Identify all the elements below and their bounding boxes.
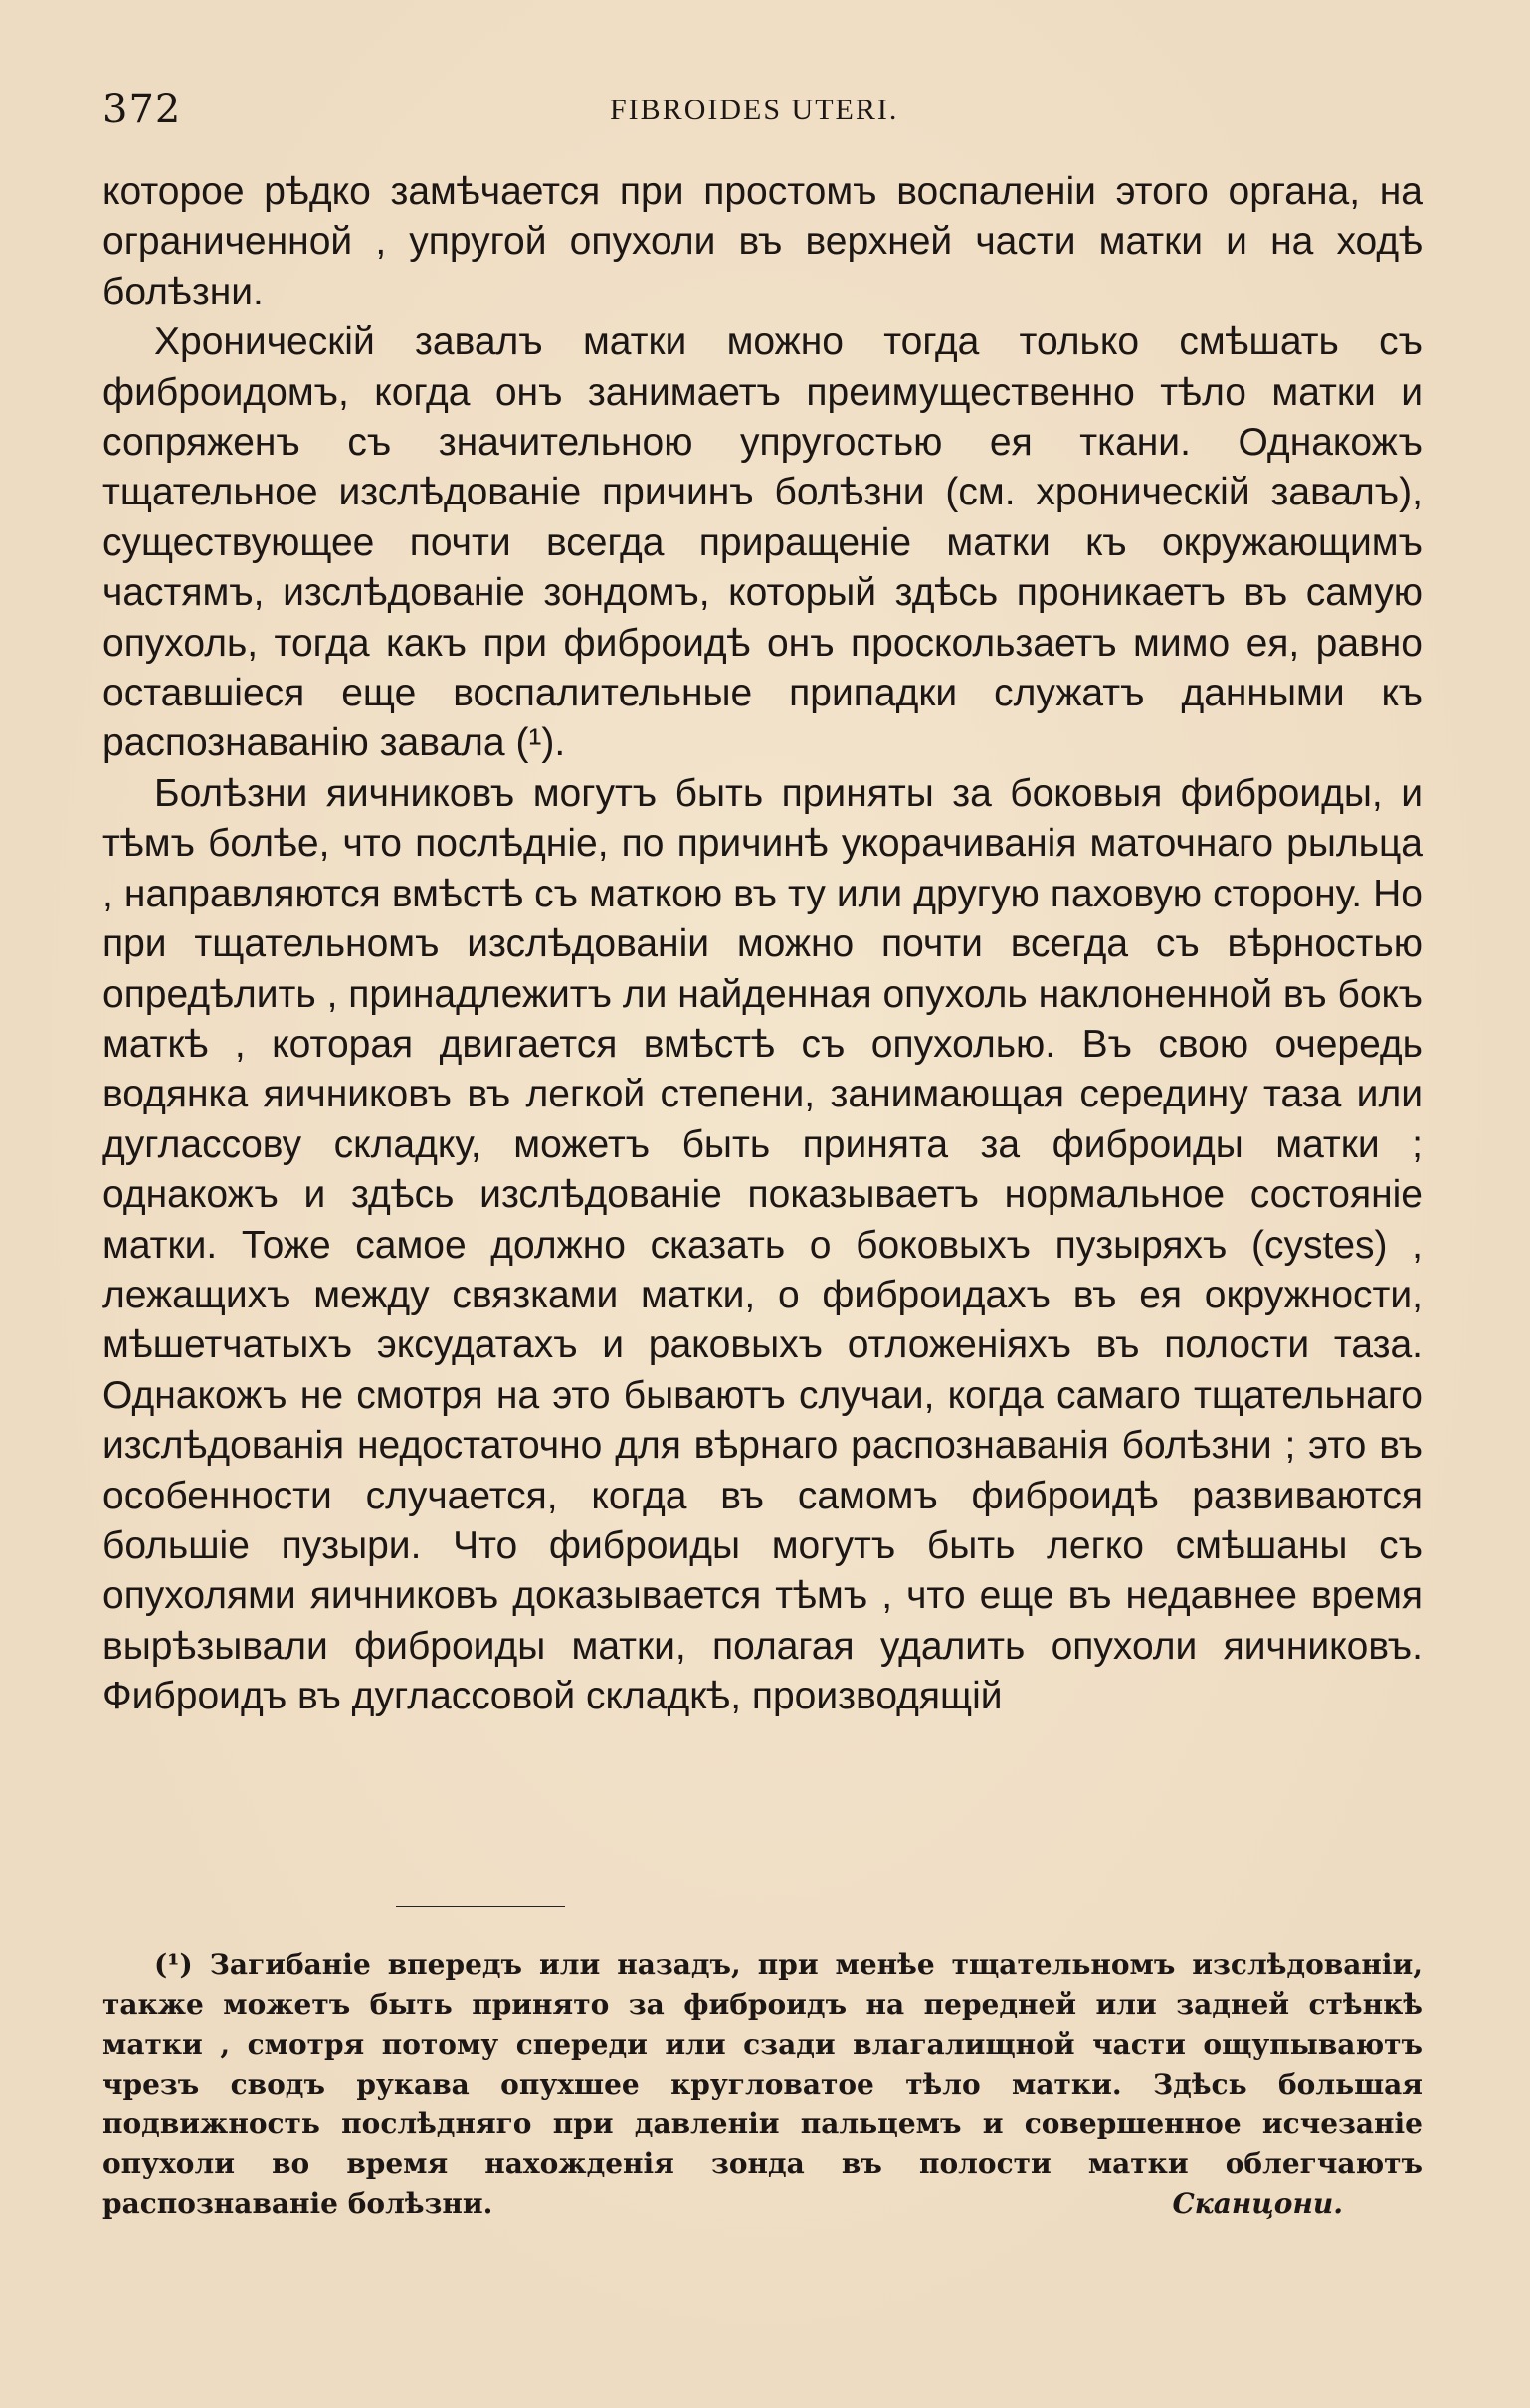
footnote-divider (396, 1906, 565, 1907)
running-title: FIBROIDES UTERI. (610, 94, 899, 126)
paragraph-chronic-swelling: Хроническій завалъ матки можно тогда только смѣшать съ фиброидомъ, когда онъ занимаетъ преимущественно тѣло матки и сопряженъ съ значительною упругостью ея ткани. Однакожъ тщательное изслѣдованіе причинъ болѣзни (см. хроническій завалъ), существующее почти всегда приращеніе матки къ окружающимъ частямъ, изслѣдованіе зондомъ, который здѣсь проникаетъ въ самую опухоль, тогда какъ при фиброидѣ онъ проскользаетъ мимо ея, равно оставшіеся еще воспалительные припадки служатъ данными къ распознаванію завала (¹). (102, 320, 1423, 765)
footnote (102, 1945, 1423, 2224)
paragraph-continuation: которое рѣдко замѣчается при простомъ воспаленіи этого органа, на ограниченной , упругой опухоли въ верхней части матки и на ходѣ болѣзни. (102, 170, 1423, 313)
page-header (102, 80, 1426, 139)
page-number: 372 (102, 87, 182, 132)
footnote-text: (¹) Загибаніе впередъ или назадъ, при менѣе тщательномъ изслѣдованіи, также можетъ быть принято за фиброидъ на передней или задней стѣнкѣ матки , смотря потому спереди или сзади влагалищной части ощупываютъ чрезъ сводъ рукава опухшее кругловатое тѣло матки. Здѣсь большая подвижность послѣдняго при давленіи пальцемъ и совершенное исчезаніе опухоли во время нахожденія зонда въ полости матки облегчаютъ распознаваніе болѣзни. (102, 1948, 1423, 2220)
footnote-signature: Сканцони. (1172, 2187, 1343, 2220)
body-text (102, 167, 1423, 1722)
paragraph-ovary-diseases: Болѣзни яичниковъ могутъ быть приняты за боковыя фиброиды, и тѣмъ болѣе, что послѣдніе, по причинѣ укорачиванія маточнаго рыльца , направляются вмѣстѣ съ маткою въ ту или другую паховую сторону. Но при тщательномъ изслѣдованіи можно почти всегда съ вѣрностью опредѣлить , принадлежитъ ли найденная опухоль наклоненной въ бокъ маткѣ , которая двигается вмѣстѣ съ опухолью. Въ свою очередь водянка яичниковъ въ легкой степени, занимающая середину таза или дугласcову складку, можетъ быть принята за фиброиды матки ; однакожъ и здѣсь изслѣдованіе показываетъ нормальное состояніе матки. Тоже самое должно сказать о боковыхъ пузыряхъ (cystes) , лежащихъ между связками матки, о фиброидахъ въ ея окружности, мѣшетчатыхъ эксудатахъ и раковыхъ отложеніяхъ въ полости таза. Однакожъ не смотря на это бываютъ случаи, когда самаго тщательнаго изслѣдованія недостаточно для вѣрнаго распознаванія болѣзни ; это въ особенности случается, когда въ самомъ фиброидѣ развиваются большіе пузыри. Что фиброиды могутъ быть легко смѣшаны съ опухолями яичниковъ доказывается тѣмъ , что еще въ недавнее время вырѣзывали фиброиды матки, полагая удалить опухоли яичниковъ. Фиброидъ въ дугласcовой складкѣ, производящій (102, 771, 1423, 1718)
